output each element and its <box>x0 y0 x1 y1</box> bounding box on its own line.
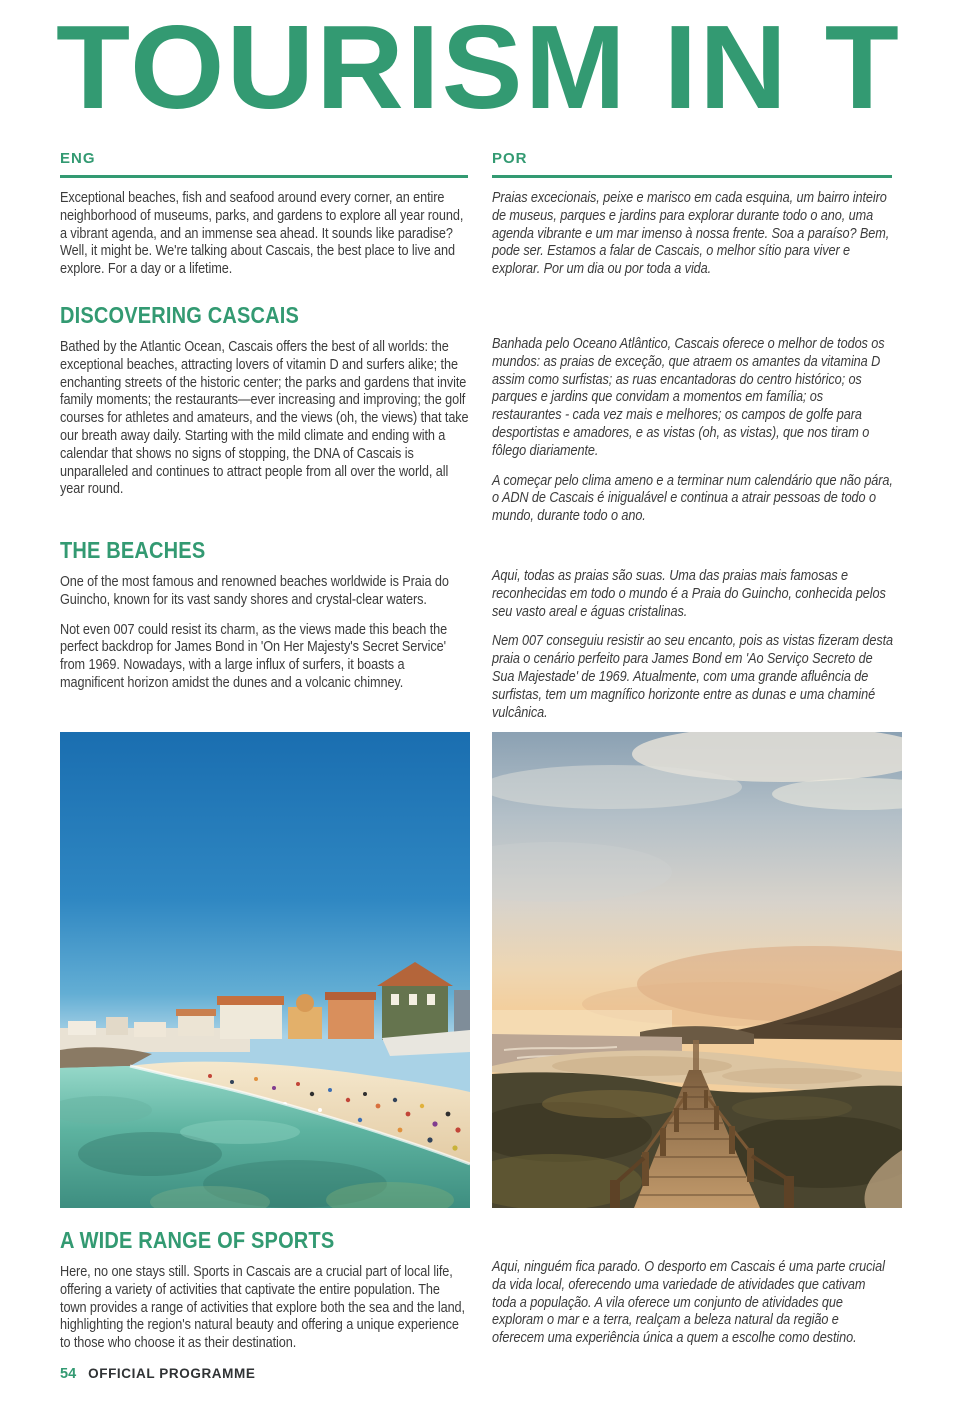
eng-label: ENG <box>60 150 468 178</box>
page-number: 54 <box>60 1366 77 1382</box>
intro-eng <box>60 190 469 291</box>
guincho-boardwalk-photo <box>492 732 902 1208</box>
section-heading-the-beaches: THE BEACHES <box>60 537 206 563</box>
footer-label: OFFICIAL PROGRAMME <box>88 1366 256 1381</box>
section-sports-por <box>492 1259 893 1360</box>
por-column-header <box>492 150 892 178</box>
cascais-beach-photo <box>60 732 470 1208</box>
paragraph: Nem 007 conseguiu resistir ao seu encanto, pois as vistas fizeram desta praia o cenário perfeito para James Bond em 'Ao Serviço Secreto de Sua Majestade' de 1969. Atualmente, com uma grande afluência de surfistas, tem um magnífico horizonte entre as dunas e uma chaminé vulcânica. <box>492 633 894 721</box>
paragraph: Aqui, ninguém fica parado. O desporto em Cascais é uma parte crucial da vida local, oferecendo uma variedade de atividades que cativam toda a população. A vila oferece um conjunto de atividades que exploram o mar e a terra, realçam a beleza natural da região e oferecem uma experiência única a quem a escolhe como destino. <box>492 1259 885 1347</box>
page-footer <box>60 1366 255 1382</box>
paragraph: Bathed by the Atlantic Ocean, Cascais offers the best of all worlds: the exceptional beaches, attracting lovers of vitamin D and surfers alike; the enchanting streets of the historic center; the parks and gardens that invite family moments; the restaurants—ever increasing and improving; the golf courses for athletes and amateurs, and the views (oh, the views) that take our breath away daily. Starting with the mild climate and ending with a calendar that shows no signs of stopping, the DNA of Cascais is unparalleled and continues to attract people from all over the world, all year round. <box>60 339 469 498</box>
section-heading-discovering-cascais: DISCOVERING CASCAIS <box>60 302 300 328</box>
section-discovering-cascais-por <box>492 336 893 538</box>
paragraph: Banhada pelo Oceano Atlântico, Cascais oferece o melhor de todos os mundos: as praias de exceção, que atraem os amantes da vitamina D assim como surfistas; as ruas encantadoras do centro histórico; os parques e jardins que convidam a momentos em família; os restaurantes - cada vez mais e melhores; os campos de golfe para desportistas e amadores, e as vistas (oh, as vistas), que nos tiram o fôlego diariamente. <box>492 336 885 459</box>
por-label: POR <box>492 150 892 178</box>
eng-column-header <box>60 150 468 178</box>
paragraph: One of the most famous and renowned beaches worldwide is Praia do Guincho, known for its vast sandy shores and crystal-clear waters. <box>60 574 449 608</box>
paragraph: Here, no one stays still. Sports in Cascais are a crucial part of local life, offering a variety of activities that captivate the entire population. The town provides a range of activities that explore both the sea and the land, highlighting the region's natural beauty and offering a unique experience to those who choose it as their destination. <box>60 1264 465 1352</box>
paragraph: A começar pelo clima ameno e a terminar num calendário que não pára, o ADN de Cascais é inigualável e continua a atrair pessoas de todo o mundo, durante todo o ano. <box>492 472 893 525</box>
paragraph: Praias excecionais, peixe e marisco em cada esquina, um bairro inteiro de museus, parques e jardins para explorar durante todo o ano, uma agenda vibrante e um mar imenso à nossa frente. Soa a paraíso? Bem, pode ser. Estamos a falar de Cascais, o melhor sítio para viver e explorar. Por um dia ou por toda a vida. <box>492 190 890 278</box>
section-sports-eng <box>60 1227 469 1365</box>
paragraph: Exceptional beaches, fish and seafood around every corner, an entire neighborhood of museums, parks, and gardens to explore all year round, a vibrant agenda, and an immense sea ahead. It sounds like paradise? Well, it might be. We're talking about Cascais, the best place to live and explore. For a day or a lifetime. <box>60 190 464 278</box>
paragraph: Aqui, todas as praias são suas. Uma das praias mais famosas e reconhecidas em todo o mundo é a Praia do Guincho, conhecida pelos seu vasto areal e águas cristalinas. <box>492 568 886 620</box>
guincho-boardwalk-illustration <box>492 732 902 1208</box>
section-heading-sports: A WIDE RANGE OF SPORTS <box>60 1227 335 1253</box>
section-the-beaches-por <box>492 568 893 734</box>
cascais-beach-illustration <box>60 732 470 1208</box>
section-the-beaches-eng <box>60 537 469 705</box>
page-title: TOURISM IN T <box>56 1 901 134</box>
intro-por <box>492 190 893 291</box>
section-discovering-cascais-eng <box>60 302 469 511</box>
paragraph: Not even 007 could resist its charm, as the views made this beach the perfect backdrop for James Bond in 'On Her Majesty's Secret Service' from 1969. Nowadays, with a large influx of surfers, it boasts a magnificent horizon amidst the dunes and a volcanic chimney. <box>60 621 448 691</box>
